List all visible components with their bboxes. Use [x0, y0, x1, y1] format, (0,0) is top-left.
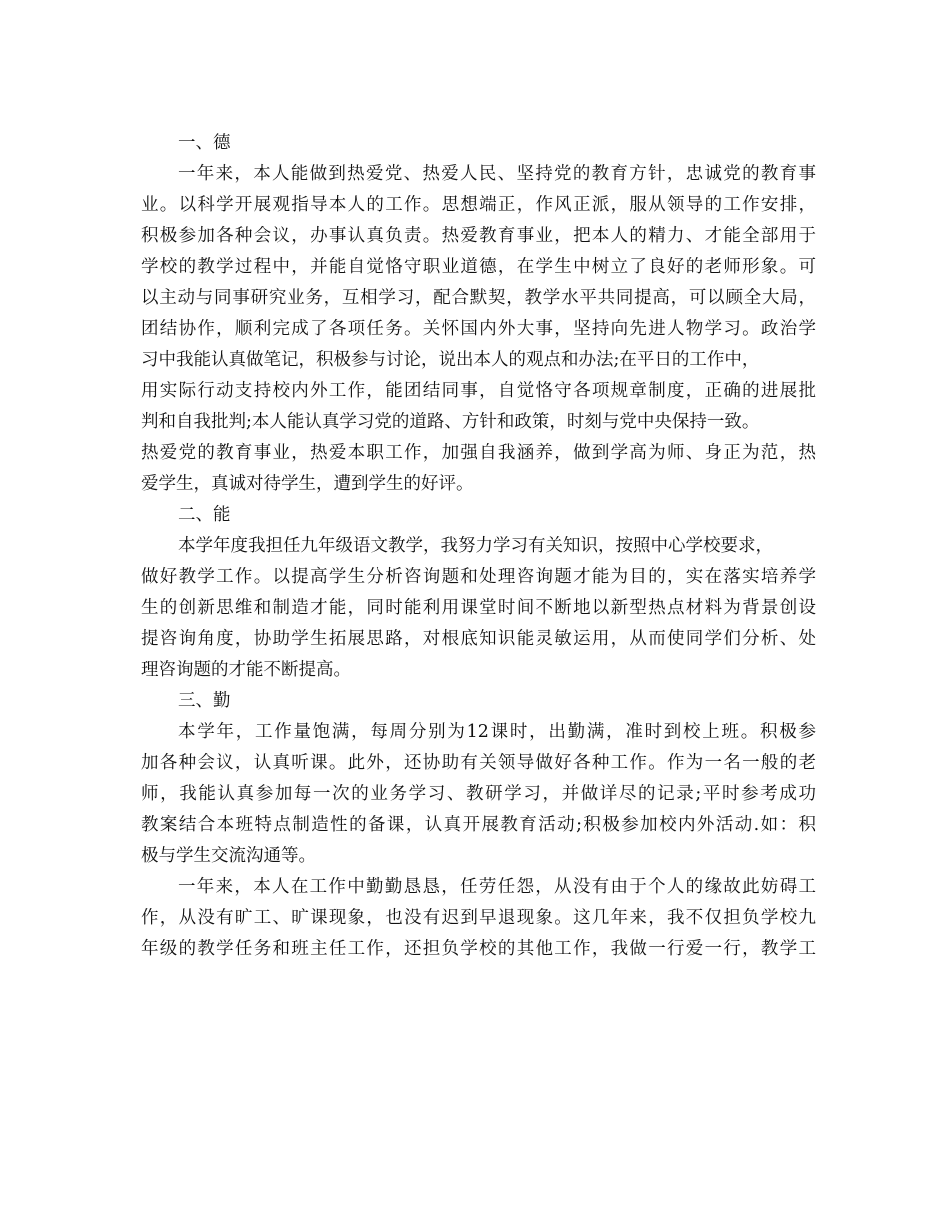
paragraph-line: 教案结合本班特点制造性的备课，认真开展教育活动;积极参加校内外活动.如：积 — [141, 815, 816, 835]
paragraph-line: 一年来，本人能做到热爱党、热爱人民、坚持党的教育方针，忠诚党的教育事 — [178, 164, 816, 184]
paragraph-line: 判和自我批判;本人能认真学习党的道路、方针和政策，时刻与党中央保持一致。 — [141, 412, 760, 432]
paragraph-line: 一年来，本人在工作中勤勤恳恳，任劳任怨，从没有由于个人的缘故此妨碍工 — [178, 877, 816, 897]
paragraph-line: 师，我能认真参加每一次的业务学习、教研学习，并做详尽的记录;平时参考成功 — [141, 784, 816, 804]
paragraph-line: 积极参加各种会议，办事认真负责。热爱教育事业，把本人的精力、才能全部用于 — [141, 226, 816, 246]
paragraph-line: 理咨询题的才能不断提高。 — [141, 660, 351, 680]
paragraph-line: 作，从没有旷工、旷课现象，也没有迟到早退现象。这几年来，我不仅担负学校九 — [141, 908, 816, 928]
section-heading-neng: 二、能 — [178, 505, 231, 525]
paragraph-line: 本学年度我担任九年级语文教学，我努力学习有关知识，按照中心学校要求， — [178, 536, 773, 556]
paragraph-line: 做好教学工作。以提高学生分析咨询题和处理咨询题才能为目的，实在落实培养学 — [141, 567, 816, 587]
paragraph-line: 习中我能认真做笔记，积极参与讨论，说出本人的观点和办法;在平日的工作中， — [141, 350, 760, 370]
paragraph-line: 用实际行动支持校内外工作，能团结同事，自觉恪守各项规章制度，正确的进展批 — [141, 381, 816, 401]
paragraph-line: 业。以科学开展观指导本人的工作。思想端正，作风正派，服从领导的工作安排， — [141, 195, 816, 215]
paragraph-line: 加各种会议，认真听课。此外，还协助有关领导做好各种工作。作为一名一般的老 — [141, 753, 816, 773]
section-heading-qin: 三、勤 — [178, 691, 231, 711]
paragraph-line: 本学年，工作量饱满，每周分别为12课时，出勤满，准时到校上班。积极参 — [178, 722, 816, 742]
document-body — [141, 128, 816, 965]
paragraph-line: 生的创新思维和制造才能，同时能利用课堂时间不断地以新型热点材料为背景创设 — [141, 598, 816, 618]
paragraph-line: 提咨询角度，协助学生拓展思路，对根底知识能灵敏运用，从而使同学们分析、处 — [141, 629, 816, 649]
paragraph-line: 热爱党的教育事业，热爱本职工作，加强自我涵养，做到学高为师、身正为范，热 — [141, 443, 816, 463]
paragraph-line: 以主动与同事研究业务，互相学习，配合默契，教学水平共同提高，可以顾全大局， — [141, 288, 816, 308]
section-heading-de: 一、德 — [178, 133, 231, 153]
paragraph-line: 爱学生，真诚对待学生，遭到学生的好评。 — [141, 474, 474, 494]
paragraph-line: 学校的教学过程中，并能自觉恪守职业道德，在学生中树立了良好的老师形象。可 — [141, 257, 816, 277]
paragraph-line: 年级的教学任务和班主任工作，还担负学校的其他工作，我做一行爱一行，教学工 — [141, 939, 816, 959]
paragraph-line: 极与学生交流沟通等。 — [141, 846, 316, 866]
paragraph-line: 团结协作，顺利完成了各项任务。关怀国内外大事，坚持向先进人物学习。政治学 — [141, 319, 816, 339]
